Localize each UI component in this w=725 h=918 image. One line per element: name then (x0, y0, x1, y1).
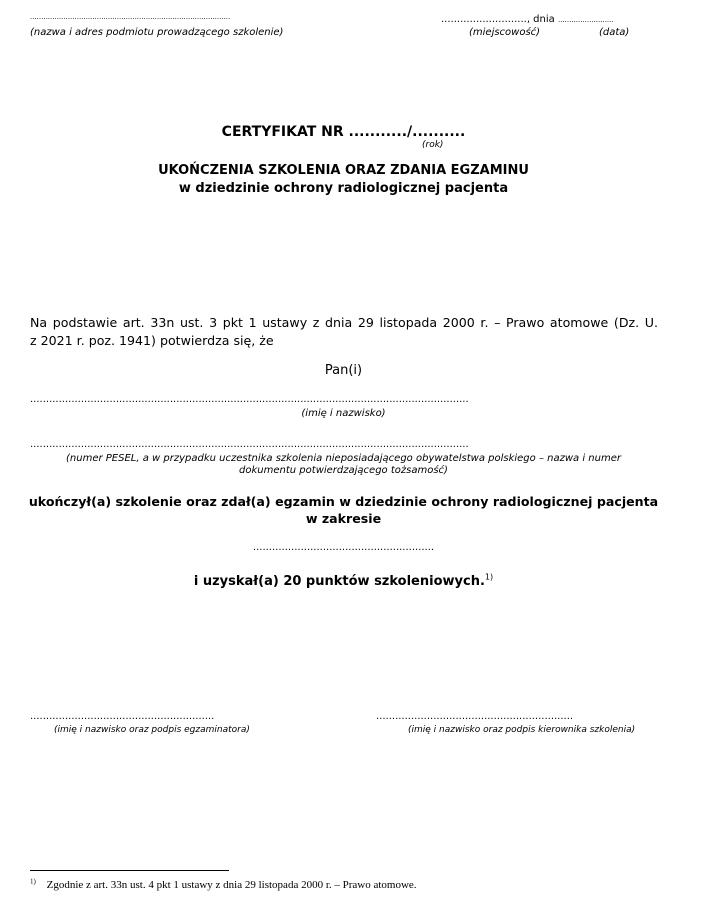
completion-line2: w zakresie (305, 511, 382, 526)
pesel-dots: .......................................................................................................................................... (30, 439, 469, 450)
scope-dots: ......................................................... (252, 542, 435, 553)
points-text: i uzyskał(a) 20 punktów szkoleniowych. (193, 574, 485, 589)
points-footnote-ref: 1) (484, 572, 494, 582)
examiner-dots: .......................................................... (30, 711, 215, 722)
addressee: Pan(i) (324, 363, 363, 378)
footnote-rule (30, 870, 229, 871)
certificate-subtitle-line2: w dziedzinie ochrony radiologicznej pacjenta (178, 181, 509, 196)
pesel-label-line2: dokumentu potwierdzającego tożsamość) (239, 465, 448, 476)
legal-basis-line1: Na podstawie art. 33n ust. 3 pkt 1 ustawy z dnia 29 listopada 2000 r. – Prawo atomowe (Dz. U. (30, 315, 658, 330)
footnote-marker: 1) (30, 877, 36, 886)
year-label: (rok) (422, 140, 444, 150)
date-label: (data) (599, 27, 630, 38)
points-statement (0, 574, 687, 589)
director-label: (imię i nazwisko oraz podpis kierownika szkolenia) (408, 725, 636, 735)
footnote-text: Zgodnie z art. 33n ust. 4 pkt 1 ustawy z dnia 29 listopada 2000 r. – Prawo atomowe. (46, 879, 417, 891)
comma-dnia: , dnia (526, 14, 555, 25)
legal-basis-line2: z 2021 r. poz. 1941) potwierdza się, że (30, 333, 274, 348)
date-dots: ......................... (557, 16, 614, 24)
director-dots: .............................................................. (376, 711, 574, 722)
completion-line1: ukończył(a) szkolenie oraz zdał(a) egzamin w dziedzinie ochrony radiologicznej pacjenta (28, 494, 659, 509)
place-dots: ........................... (441, 14, 527, 25)
place-date-line (441, 14, 614, 25)
name-label: (imię i nazwisko) (301, 408, 386, 419)
examiner-label: (imię i nazwisko oraz podpis egzaminatora) (54, 725, 250, 735)
pesel-label-line1: (numer PESEL, a w przypadku uczestnika szkolenia nieposiadającego obywatelstwa polskiego – nazwa i numer (66, 453, 621, 464)
certificate-subtitle-line1: UKOŃCZENIA SZKOLENIA ORAZ ZDANIA EGZAMINU (158, 163, 529, 178)
place-label: (miejscowość) (469, 27, 541, 38)
entity-label: (nazwa i adres podmiotu prowadzącego szkolenie) (30, 27, 284, 38)
name-dots: .......................................................................................................................................... (30, 394, 469, 405)
footnote (30, 879, 417, 891)
certificate-title: CERTYFIKAT NR .........../.......... (221, 124, 466, 140)
entity-dots: .......................................................................................... (30, 13, 231, 21)
